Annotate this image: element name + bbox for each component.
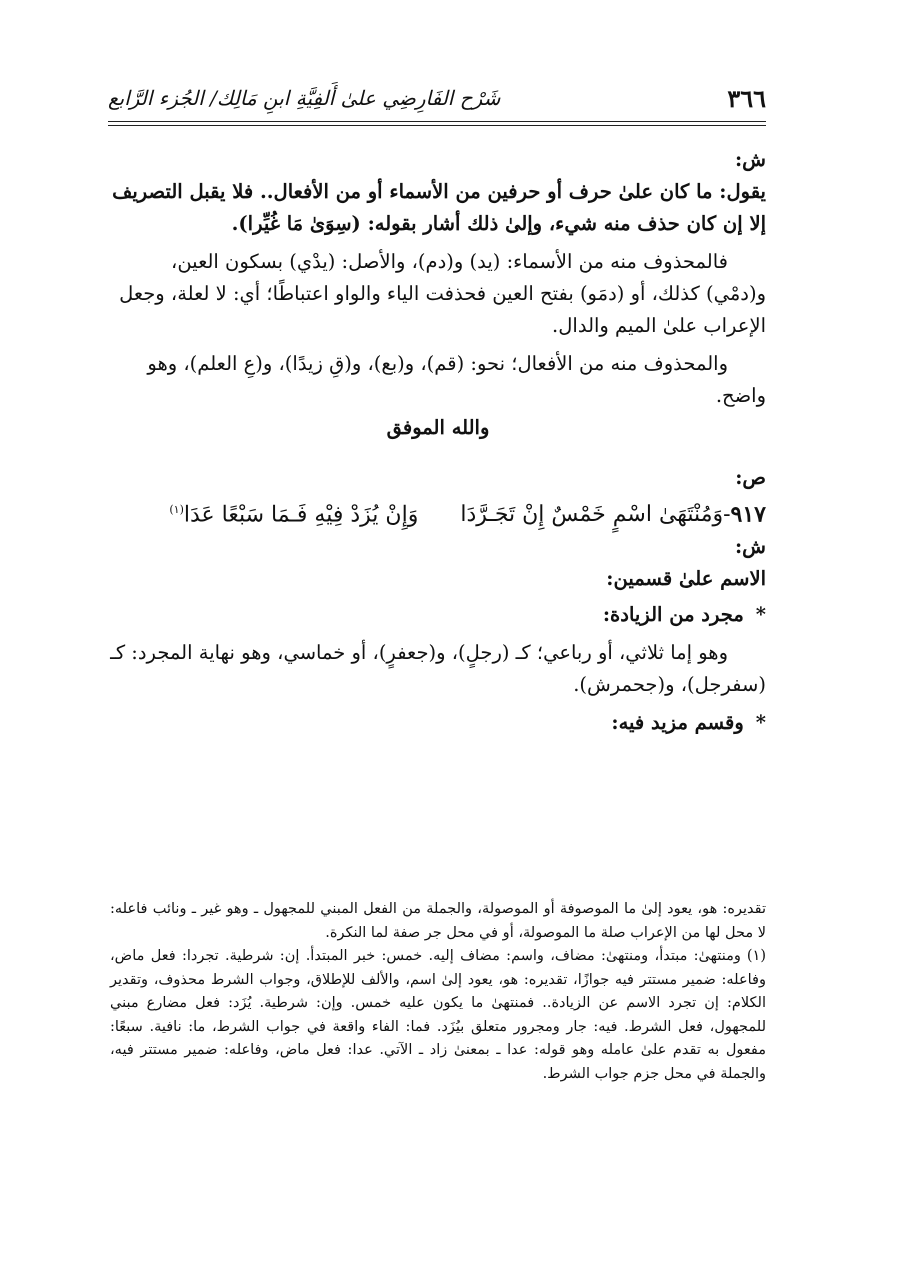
footnote-marker: (١) <box>169 503 184 516</box>
bullet-augmented-label: وقسم مزيد فيه: <box>611 711 744 735</box>
verse-second-hemistich: وَإِنْ يُزَدْ فِيْهِ فَـمَا سَبْعًا عَدَا <box>183 502 419 528</box>
sharh-label-second: ش: <box>734 535 766 559</box>
verse-number: ٩١٧ <box>730 501 766 528</box>
page-number: ٣٦٦ <box>727 84 766 113</box>
asterisk-icon: * <box>755 603 766 627</box>
sharh-label: ش: <box>734 148 766 171</box>
bullet-bare-label: مجرد من الزيادة: <box>602 603 744 627</box>
noun-division-heading: الاسم علىٰ قسمين: <box>606 567 766 591</box>
verse-line <box>110 494 766 531</box>
main-text <box>110 144 766 739</box>
asterisk-icon: * <box>755 711 766 735</box>
footnotes <box>110 898 766 1086</box>
footnote-continuation: تقديره: هو، يعود إلىٰ ما الموصوفة أو الموصولة، والجملة من الفعل المبني للمجهول ـ وهو غير ـ ونائب فاعله: لا محل لها من الإعراب صلة ما الموصولة، أو في محل جر صفة لما النكرة. <box>110 901 766 941</box>
header-rule-second <box>108 125 766 126</box>
closing-phrase: والله الموفق <box>386 416 490 439</box>
verse-first-hemistich: -وَمُنْتَهَىٰ اسْمٍ خَمْسٌ إِنْ تَجَـرَّدَا <box>460 502 731 528</box>
header-rule <box>108 121 766 122</box>
paragraph-deleted-verbs: والمحذوف منه من الأفعال؛ نحو: (قم)، و(بع)، و(قِ زيدًا)، و(عِ العلم)، وهو واضح. <box>147 352 766 407</box>
paragraph-deleted-nouns: فالمحذوف منه من الأسماء: (يد) و(دم)، والأصل: (يدْي) بسكون العين، و(دمْي) كذلك، أو (دمَو) بفتح العين فحذفت الياء والواو اعتباطًا؛ أي: لا لعلة، وجعل الإعراب علىٰ الميم والدال. <box>119 250 766 337</box>
bullet-augmented-noun <box>110 707 766 739</box>
page-header <box>108 82 766 118</box>
footnote-1-number: (١) <box>746 948 766 964</box>
footnote-1-text: ومنتهىٰ: مبتدأ، ومنتهىٰ: مضاف، واسم: مضاف إليه. خمس: خبر المبتدأ. إن: شرطية. تجردا: فعل ماض، وفاعله: ضمير مستتر فيه جوازًا، تقديره: هو، يعود إلىٰ اسم، والألف للإطلاق، وجواب الشرط محذوف، وتقدير الكلام: إن تجرد الاسم عن الزيادة.. فمنتهىٰ ما يكون عليه خمس. وإن: شرطية. يُزَد: فعل مضارع مبني للمجهول، فعل الشرط. فيه: جار ومجرور متعلق بيُزَد. فما: الفاء واقعة في جواب الشرط، ما: نافية. سبعًا: مفعول به تقدم علىٰ عامله وهو قوله: عدا ـ بمعنىٰ زاد ـ الآتي. عدا: فعل ماض، وفاعله: ضمير مستتر فيه، والجملة في محل جزم جواب الشرط. <box>110 948 766 1082</box>
paragraph-bare-noun-types: وهو إما ثلاثي، أو رباعي؛ كـ (رجلٍ)، و(جعفرٍ)، أو خماسي، وهو نهاية المجرد: كـ (سفرجل)، و(جحمرش). <box>110 641 766 697</box>
footnote-1 <box>110 945 766 1086</box>
matn-label: ص: <box>735 466 766 489</box>
running-title: شَرْح الفَارِضِي علىٰ أَلفِيَّةِ ابنِ مَالِك/ الجُزء الرَّابع <box>108 86 501 110</box>
bullet-bare-noun <box>110 599 766 631</box>
paragraph-commentary-intro: يقول: ما كان علىٰ حرف أو حرفين من الأسماء أو من الأفعال.. فلا يقبل التصريف إلا إن كان حذف منه شيء، وإلىٰ ذلك أشار بقوله: (سِوَىٰ مَا غُيِّرا). <box>112 180 766 235</box>
